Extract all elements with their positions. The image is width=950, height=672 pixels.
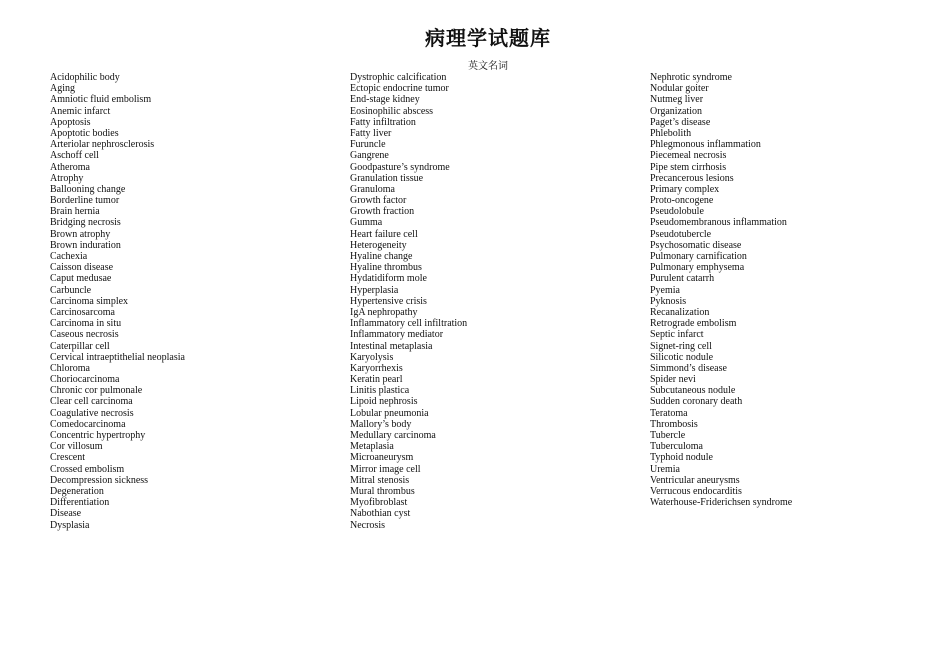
term-item: Verrucous endocarditis xyxy=(650,485,742,497)
term-item: Acidophilic body xyxy=(50,72,120,83)
term-item: Brown induration xyxy=(50,239,121,251)
term-item: Nutmeg liver xyxy=(650,94,704,106)
term-item: Psychosomatic disease xyxy=(650,239,742,251)
term-item: Lipoid nephrosis xyxy=(350,396,418,408)
term-item: Concentric hypertrophy xyxy=(50,430,146,441)
term-item: Ballooning change xyxy=(50,183,126,195)
term-item: Intestinal metaplasia xyxy=(350,340,433,352)
term-item: Microaneurysm xyxy=(350,452,414,464)
term-item: Fatty liver xyxy=(350,127,392,139)
term-item: Pulmonary carnification xyxy=(650,251,747,262)
term-item: Disease xyxy=(50,508,82,520)
term-item: Hyaline thrombus xyxy=(350,262,422,274)
term-column-3 xyxy=(650,72,792,508)
term-item: Primary complex xyxy=(650,183,720,195)
term-item: Necrosis xyxy=(350,519,385,531)
term-item: Brown atrophy xyxy=(50,228,111,240)
term-item: Decompression sickness xyxy=(50,474,149,486)
term-item: Apoptosis xyxy=(50,116,91,128)
term-item: Karyolysis xyxy=(350,351,394,363)
term-item: Gumma xyxy=(350,217,383,229)
term-item: Comedocarcinoma xyxy=(50,418,126,430)
term-item: Myofibroblast xyxy=(350,497,408,509)
term-item: Mural thrombus xyxy=(350,485,415,497)
term-item: Amniotic fluid embolism xyxy=(50,94,152,106)
term-item: Pyknosis xyxy=(650,295,687,307)
term-column-2 xyxy=(350,72,467,531)
term-item: Carbuncle xyxy=(50,284,92,296)
term-item: Crescent xyxy=(50,452,85,464)
term-item: Lobular pneumonia xyxy=(350,407,429,419)
term-item: Carcinosarcoma xyxy=(50,306,115,318)
term-item: Septic infarct xyxy=(650,329,704,341)
term-item: Proto-oncogene xyxy=(650,195,714,207)
term-item: Caterpillar cell xyxy=(50,340,110,352)
term-item: Caput medusae xyxy=(50,273,112,285)
term-item: Tubercle xyxy=(650,430,686,441)
term-item: Mitral stenosis xyxy=(350,474,410,486)
term-item: Typhoid nodule xyxy=(650,452,713,464)
term-item: Choriocarcinoma xyxy=(50,374,120,386)
term-item: Aschoff cell xyxy=(50,150,99,162)
term-item: Spider nevi xyxy=(650,374,696,386)
term-item: Coagulative necrosis xyxy=(50,407,134,419)
term-item: Pipe stem cirrhosis xyxy=(650,161,727,173)
term-item: Teratoma xyxy=(650,407,688,419)
term-item: Atrophy xyxy=(50,172,84,184)
term-item: Crossed embolism xyxy=(50,463,125,475)
term-item: Tuberculoma xyxy=(650,441,703,453)
term-item: Pyemia xyxy=(650,284,680,296)
term-item: Differentiation xyxy=(50,497,110,509)
term-item: Organization xyxy=(650,105,703,117)
term-item: Brain hernia xyxy=(50,206,100,218)
term-item: Mirror image cell xyxy=(350,463,421,475)
term-item: Fatty infiltration xyxy=(350,116,416,128)
term-item: Growth factor xyxy=(350,195,407,207)
term-item: Simmond’s disease xyxy=(650,362,727,374)
term-item: Inflammatory cell infiltration xyxy=(350,318,468,330)
term-item: Gangrene xyxy=(350,150,389,162)
term-item: Recanalization xyxy=(650,306,710,318)
term-item: Linitis plastica xyxy=(350,385,410,397)
term-item: Retrograde embolism xyxy=(650,318,737,330)
term-item: Furuncle xyxy=(350,139,386,151)
term-item: Sudden coronary death xyxy=(650,396,743,408)
term-item: Cervical intraeptithelial neoplasia xyxy=(50,351,185,363)
term-item: Hyaline change xyxy=(350,251,413,262)
term-item: Ectopic endocrine tumor xyxy=(350,83,449,95)
term-item: Granulation tissue xyxy=(350,172,424,184)
term-item: Precancerous lesions xyxy=(650,172,734,184)
term-item: Signet-ring cell xyxy=(650,340,712,352)
term-item: Growth fraction xyxy=(350,206,415,218)
term-item: Arteriolar nephrosclerosis xyxy=(50,139,155,151)
term-item: Nabothian cyst xyxy=(350,508,411,520)
term-column-1 xyxy=(50,72,185,531)
term-item: Uremia xyxy=(650,463,680,475)
term-item: Medullary carcinoma xyxy=(350,430,436,441)
term-item: Carcinoma simplex xyxy=(50,295,129,307)
term-item: Piecemeal necrosis xyxy=(650,150,727,162)
term-item: Chronic cor pulmonale xyxy=(50,385,143,397)
term-item: Heart failure cell xyxy=(350,228,418,240)
document-title: 病理学试题库 xyxy=(425,26,551,50)
term-item: Waterhouse-Friderichsen syndrome xyxy=(650,497,793,509)
term-item: Thrombosis xyxy=(650,418,698,430)
term-item: Nephrotic syndrome xyxy=(650,72,732,83)
term-item: Pseudomembranous inflammation xyxy=(650,217,787,229)
term-item: Phlebolith xyxy=(650,127,692,139)
term-item: Atheroma xyxy=(50,161,90,173)
term-item: Mallory’s body xyxy=(350,418,412,430)
term-item: Cor villosum xyxy=(50,441,103,453)
term-item: Inflammatory mediator xyxy=(350,329,444,341)
term-item: Subcutaneous nodule xyxy=(650,385,736,397)
term-item: Dysplasia xyxy=(50,519,90,531)
term-item: Heterogeneity xyxy=(350,239,407,251)
term-item: Carcinoma in situ xyxy=(50,318,122,330)
term-item: Paget’s disease xyxy=(650,116,711,128)
term-item: Caisson disease xyxy=(50,262,114,274)
term-item: Pulmonary emphysema xyxy=(650,262,745,274)
term-item: Degeneration xyxy=(50,485,104,497)
term-item: Purulent catarrh xyxy=(650,273,715,285)
term-item: Caseous necrosis xyxy=(50,329,119,341)
term-item: Apoptotic bodies xyxy=(50,127,119,139)
term-item: Metaplasia xyxy=(350,441,394,453)
term-item: Pseudotubercle xyxy=(650,228,712,240)
term-item: Goodpasture’s syndrome xyxy=(350,161,450,173)
term-item: End-stage kidney xyxy=(350,94,420,106)
term-item: Dystrophic calcification xyxy=(350,72,447,83)
term-item: Ventricular aneurysms xyxy=(650,474,740,486)
term-item: Clear cell carcinoma xyxy=(50,396,133,408)
term-item: Granuloma xyxy=(350,183,395,195)
term-item: IgA nephropathy xyxy=(350,306,418,318)
term-item: Bridging necrosis xyxy=(50,217,121,229)
term-item: Hypertensive crisis xyxy=(350,295,427,307)
term-item: Phlegmonous inflammation xyxy=(650,139,761,151)
term-item: Hydatidiform mole xyxy=(350,273,427,285)
term-item: Chloroma xyxy=(50,362,90,374)
term-item: Karyorrhexis xyxy=(350,362,403,374)
term-item: Cachexia xyxy=(50,251,88,262)
term-item: Borderline tumor xyxy=(50,195,120,207)
term-item: Keratin pearl xyxy=(350,374,403,386)
section-heading: 英文名词 xyxy=(468,61,508,72)
term-item: Pseudolobule xyxy=(650,206,704,218)
term-item: Silicotic nodule xyxy=(650,351,714,363)
term-item: Hyperplasia xyxy=(350,284,399,296)
term-item: Nodular goiter xyxy=(650,83,709,95)
term-item: Anemic infarct xyxy=(50,105,111,117)
term-item: Aging xyxy=(50,83,75,95)
term-item: Eosinophilic abscess xyxy=(350,105,434,117)
